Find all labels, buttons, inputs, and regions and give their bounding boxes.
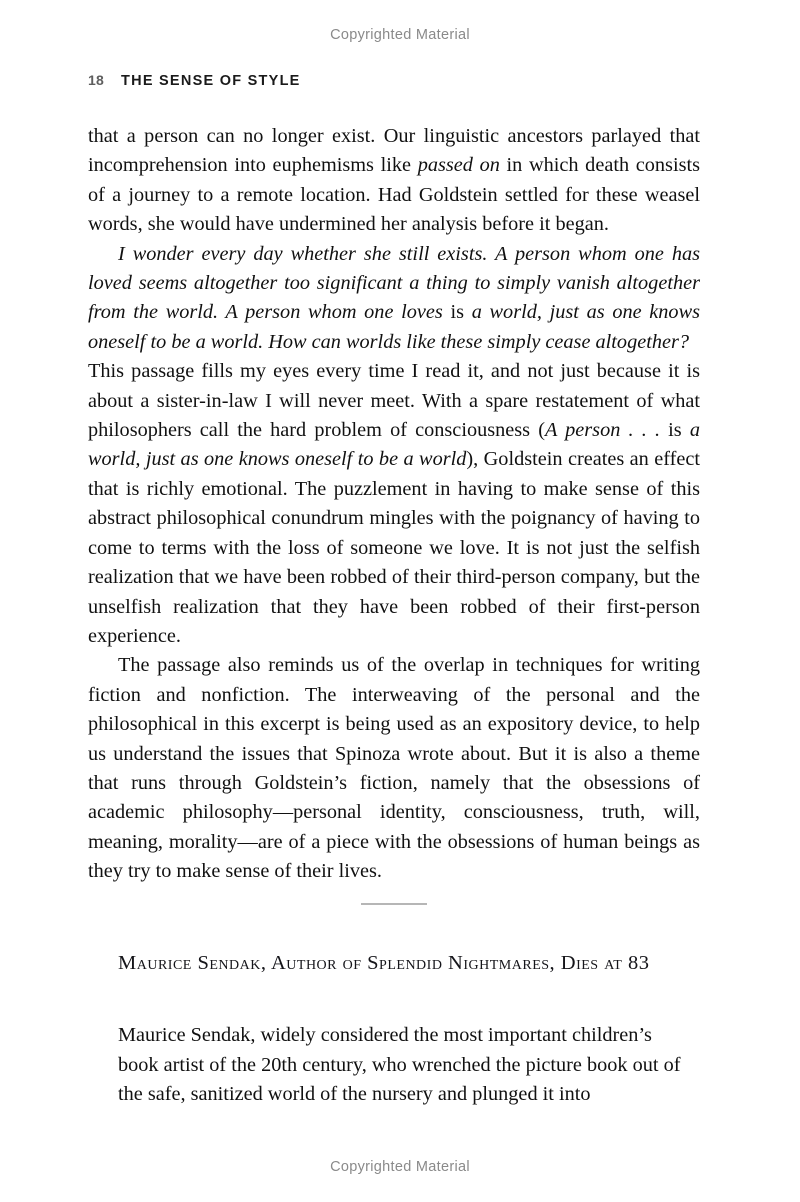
paragraph-3-lead: This passage fills my eyes every time I read it, and not just because it is about a sister-in-law I will never meet. With a spare restatement of what philosophers call the hard problem of consciousness ( (88, 360, 700, 442)
copyright-watermark-bottom: Copyrighted Material (330, 1159, 470, 1175)
section-divider-container (88, 903, 700, 905)
paragraph-analysis (88, 357, 700, 651)
quote-roman-emphasis: is (450, 301, 465, 324)
paragraph-3-tail: ), Goldstein creates an effect that is richly emotional. The puzzlement in having to make sense of this abstract philosophical conundrum mingles with the poignancy of having to come to terms with the loss of someone we love. It is not just the selfish realization that we have been robbed of their third-person company, but the unselfish realization that they have been robbed of their first-person experience. (88, 448, 701, 647)
paragraph-1-tail: in which death consists of a journey to a remote location. Had Goldstein settled for these weasel words, she would have undermined her analysis before it began. (88, 154, 700, 236)
quote-part-2: a world, just as one knows oneself to be a world. How can worlds like these simply cease altogether? (88, 301, 700, 353)
paragraph-3-emphasis-1: A person . . . (544, 419, 669, 442)
running-head (88, 72, 700, 89)
paragraph-overlap: The passage also reminds us of the overlap in techniques for writing fiction and nonfiction. The interweaving of the personal and the philosophical in this excerpt is being used as an expository device, to help us understand the issues that Spinoza wrote about. But it is also a theme that runs through Goldstein’s fiction, namely that the obsessions of academic philosophy—personal identity, consciousness, truth, will, meaning, morality—are of a piece with the obsessions of human beings as they try to make sense of their lives. (88, 654, 700, 883)
paragraph-3-emphasis-2: a world, just as one knows oneself to be a world (88, 419, 700, 471)
excerpt-headline: Maurice Sendak, Author of Splendid Nightmares, Dies at 83 (118, 952, 650, 974)
excerpt-block (118, 948, 682, 1110)
paragraph-1-emphasis: passed on (417, 154, 500, 177)
quote-part-1: I wonder every day whether she still exists. A person whom one has loved seems altogether too significant a thing to simply vanish altogether from the world. A person whom one loves (88, 242, 700, 324)
quoted-passage (88, 240, 700, 358)
section-divider-rule (361, 903, 427, 905)
paragraph-3-roman-is: is (668, 419, 682, 442)
body-text-column (88, 122, 700, 887)
paragraph-1-lead: that a person can no longer exist. Our linguistic ancestors parlayed that incomprehension into euphemisms like (88, 125, 700, 177)
running-head-title: THE SENSE OF STYLE (120, 73, 301, 89)
copyright-watermark-top: Copyrighted Material (330, 27, 470, 43)
page-number: 18 (88, 72, 104, 88)
paragraph-continuation (88, 122, 700, 240)
excerpt-paragraph: Maurice Sendak, widely considered the most important children’s book artist of the 20th century, who wrenched the picture book out of the safe, sanitized world of the nursery and plunged it into (118, 1024, 681, 1106)
